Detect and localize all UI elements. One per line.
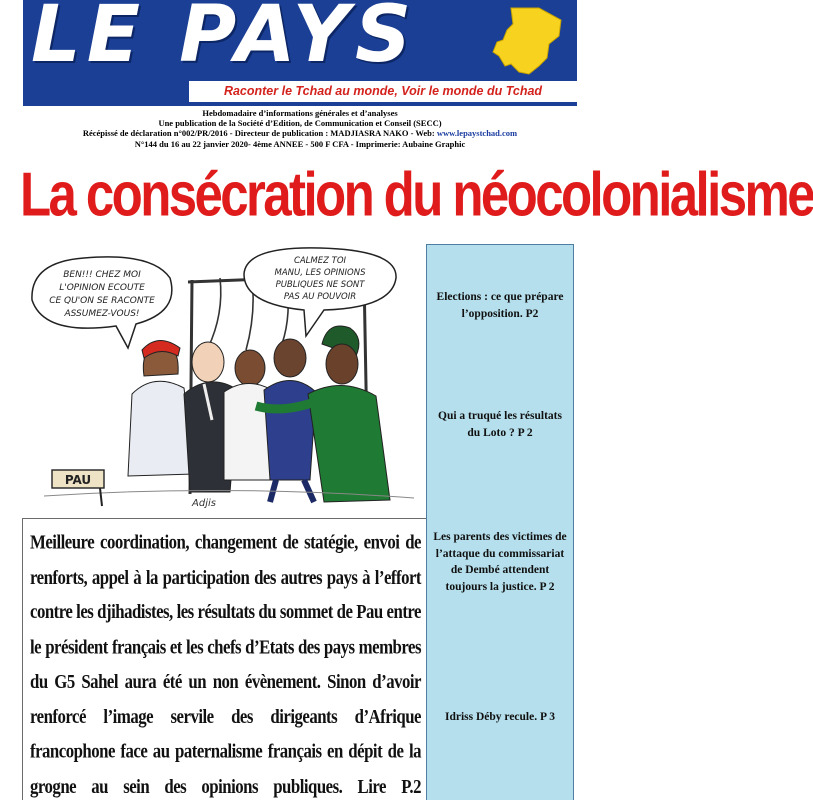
- bubble-left-line-2: L'OPINION ECOUTE: [59, 283, 145, 293]
- tagline: Raconter le Tchad au monde, Voir le monde du Tchad: [189, 81, 577, 102]
- lead-article: [22, 518, 428, 800]
- main-headline: La consécration du néocolonialisme: [20, 159, 813, 229]
- speech-bubble-left: [32, 257, 172, 348]
- pub-line-1: Hebdomadaire d’informations générales et d’analyses: [202, 108, 398, 118]
- pau-sign-text: PAU: [64, 473, 92, 487]
- pub-line-3-text: Récépissé de déclaration n°002/PR/2016 - Directeur de publication : MADJIASRA NAKO - Web:: [82, 128, 437, 139]
- sidebar-teasers: [426, 244, 574, 800]
- editorial-cartoon: [24, 244, 420, 512]
- publication-info: [23, 108, 577, 149]
- cartoon-figure-blue-suit: [264, 339, 316, 502]
- bubble-right-line-1: CALMEZ TOI: [293, 256, 347, 266]
- bubble-left-line-4: ASSUMEZ-VOUS!: [64, 309, 140, 319]
- lead-article-text: Meilleure coordination, changement de statégie, envoi de renforts, appel à la participation des autres pays à l’effort contre les djihadistes, les résultats du sommet de Pau entre le président français et les chefs d’Etats des pays membres du G5 Sahel aura été un non évènement. Sinon d’avoir renforcé l’image servile des dirigeants d’Afrique francophone face au paternalisme français en dépit de la grogne au sein des opinions publiques. Lire P.2: [30, 530, 421, 797]
- website-link[interactable]: www.lepaystchad.com: [436, 128, 518, 139]
- pub-line-3: [23, 128, 577, 138]
- speech-bubble-right: [244, 248, 396, 336]
- teaser-dembe[interactable]: Les parents des victimes de l’attaque du commissariat de Dembé attendent toujours la justice. P 2: [433, 531, 567, 593]
- teaser-elections[interactable]: Elections : ce que prépare l’opposition. P2: [436, 291, 564, 320]
- pub-line-2: Une publication de la Société d’Edition, de Communication et Conseil (SECC): [158, 118, 442, 129]
- masthead: [23, 0, 577, 106]
- teaser-loto[interactable]: Qui a truqué les résultats du Loto ? P 2: [438, 410, 562, 439]
- bubble-right-line-3: PUBLIQUES NE SONT: [275, 280, 365, 290]
- cartoon-figure-red-cap: [128, 340, 194, 476]
- bubble-left-line-1: BEN!!! CHEZ MOI: [63, 270, 141, 280]
- bubble-left-line-3: CE QU'ON SE RACONTE: [49, 296, 155, 306]
- bubble-right-line-4: PAS AU POUVOIR: [283, 292, 357, 302]
- pub-line-4: N°144 du 16 au 22 janvier 2020- 4ème ANNEE - 500 F CFA - Imprimerie: Aubaine Graphic: [134, 138, 466, 149]
- newspaper-logo: LE PAYS: [31, 0, 418, 80]
- pau-sign: [52, 470, 104, 506]
- bubble-right-line-2: MANU, LES OPINIONS: [274, 268, 366, 278]
- teaser-deby[interactable]: Idriss Déby recule. P 3: [445, 711, 555, 723]
- cartoon-signature: Adjis: [192, 498, 216, 509]
- chad-map-icon: [489, 6, 563, 76]
